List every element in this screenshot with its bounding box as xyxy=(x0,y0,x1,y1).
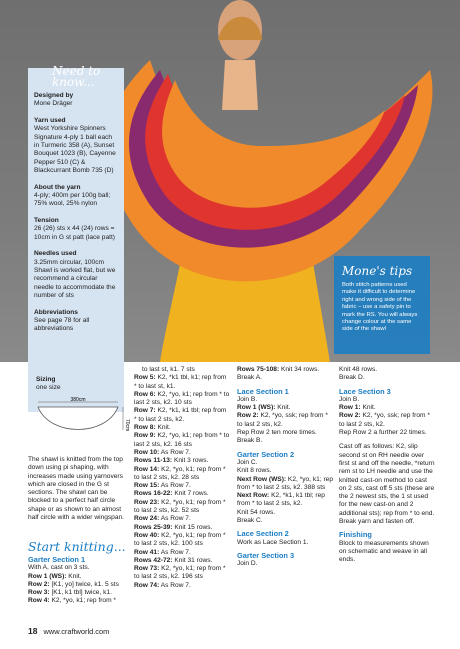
col4-line-3: Join B. xyxy=(339,395,360,403)
col1-line-4: Row 3: [K1, k1 tbl] twice, k1. xyxy=(28,589,112,597)
needles-heading: Needles used xyxy=(34,250,77,258)
about-block xyxy=(34,184,118,209)
designed-by-value: Mone Dräger xyxy=(34,100,73,108)
need-to-know-title: Need to know... xyxy=(52,64,101,89)
col2-line-15: Row 40: K2, *yo, k1; rep from * to last 2 sts, k2. 100 sts xyxy=(134,531,226,548)
col1-line-3: Row 2: [K1, yo] twice, k1. 5 sts xyxy=(28,580,119,588)
about-yarn-value: 4-ply; 400m per 100g ball; 75% wool, 25% nylon xyxy=(34,192,111,208)
col2-line-8: Rows 11-13: Knit 3 rows. xyxy=(134,457,209,465)
col4-line-5: Row 2: K2, *yo, ssk; rep from * to last 2 sts, k2. xyxy=(339,412,430,428)
col1-line-2: Row 1 (WS): Knit. xyxy=(28,572,82,580)
mones-tips-box xyxy=(334,256,430,354)
finishing-heading: Finishing xyxy=(339,530,372,540)
col2-line-11: Rows 16-22: Knit 7 rows. xyxy=(134,490,209,498)
col3-line-6: Rep Row 2 ten more times. xyxy=(237,429,317,437)
col2-line-9: Row 14: K2, *yo, k1; rep from * to last 2 sts, k2. 28 sts xyxy=(134,465,226,481)
sizing-block xyxy=(36,376,130,452)
needles-block xyxy=(34,250,118,300)
col2-line-12: Row 23: K2, *yo, k1; rep from * to last 2 sts, k2. 52 sts xyxy=(134,498,226,515)
col3-line-9: Knit 8 rows. xyxy=(237,467,272,475)
designer-block xyxy=(34,92,118,109)
schematic-depth-label: 70cm xyxy=(124,418,130,432)
mones-tips-body: Both stitch patterns used make it difficult to determine right and wrong side of the fabric – use a safety pin to mark the RS. You will always change colour at the same side of the shawl xyxy=(342,282,418,333)
col3-line-14: Work as Lace Section 1. xyxy=(237,538,309,546)
col3-line-4: Row 1 (WS): Knit. xyxy=(237,404,291,412)
col3-line-3: Join B. xyxy=(237,395,258,403)
garter-section-2-heading: Garter Section 2 xyxy=(237,449,295,459)
col3-line-5: Row 2: K2, *yo, ssk; rep from * to last 2 sts, k2. xyxy=(237,412,328,428)
sizing-value: one size xyxy=(36,384,61,392)
pattern-column-2 xyxy=(134,366,230,590)
col1-line-5: Row 4: K2, *yo, k1; rep from * xyxy=(28,597,116,605)
tension-value: 26 (26) sts x 44 (24) rows = 10cm in G st patt (lace patt) xyxy=(34,225,115,241)
mones-tips-title: Mone's tips xyxy=(342,264,413,278)
col2-line-7: Row 10: As Row 7. xyxy=(134,448,191,456)
intro-text: The shawl is knitted from the top down using pi shaping, with increases made using yarnovers which are closed in the G st sections. The shawl can be blocked to a perfect half circle shape or as shown to an almost half circle with a wider wingspan. xyxy=(28,456,125,522)
garter-section-3-heading: Garter Section 3 xyxy=(237,550,295,560)
about-yarn-heading: About the yarn xyxy=(34,183,81,191)
col2-line-19: Row 74: As Row 7. xyxy=(134,581,191,589)
col3-line-11: Next Row: K2, *k1, k1 tbl; rep from * to last 2 sts, k2. xyxy=(237,492,325,508)
footer-url[interactable]: www.craftworld.com xyxy=(43,627,110,636)
yarn-used-value: West Yorkshire Spinners Signature 4-ply 1 ball each in Turmeric 358 (A), Sunset Bouquet 1023 (B), Cayenne Pepper 510 (C) & Blackcurrant Bomb 735 (D) xyxy=(34,125,116,175)
col2-line-6: Row 9: K2, *yo, k1; rep from * to last 2 sts, k2. 16 sts xyxy=(134,432,230,448)
schematic-width-label: 380cm xyxy=(70,396,86,403)
col3-line-15: Join D. xyxy=(237,560,258,568)
col3-line-2: Break A. xyxy=(237,374,262,382)
col2-line-2: Row 5: K2, *k1 tbl, k1; rep from * to last st, k1. xyxy=(134,374,227,390)
page-footer xyxy=(28,626,109,636)
col2-line-10: Row 15: As Row 7. xyxy=(134,482,191,490)
shawl-schematic xyxy=(36,397,128,447)
col4-finishing: Block to measurements shown on schematic and weave in all ends. xyxy=(339,539,429,564)
lace-section-2-heading: Lace Section 2 xyxy=(237,529,289,539)
col4-line-4: Row 1: Knit. xyxy=(339,404,376,412)
page-number: 18 xyxy=(28,626,38,636)
col2-line-3: Row 6: K2, *yo, k1; rep from * to last 2 sts, k2. 10 sts xyxy=(134,390,230,407)
lace-section-1-heading: Lace Section 1 xyxy=(237,386,289,396)
col2-line-4: Row 7: K2, *k1, k1 tbl; rep from * to last 2 sts, k2. xyxy=(134,407,227,423)
col2-line-18: Row 73: K2, *yo, k1; rep from * to last 2 sts, k2. 196 sts xyxy=(134,565,226,581)
start-knitting-heading: Start knitting... xyxy=(28,539,126,554)
abbrev-block xyxy=(34,309,118,334)
yarn-used-heading: Yarn used xyxy=(34,116,66,124)
needles-value: 3.25mm circular, 100cm Shawl is worked flat, but we recommend a circular needle to accommodate the number of sts xyxy=(34,258,116,300)
col2-line-5: Row 8: Knit. xyxy=(134,424,171,432)
pattern-column-1 xyxy=(28,556,128,606)
col4-cast-off: Cast off as follows: K2, slip second st on RH needle over first st and off the needle, *return rem st to LH needle and use the knitted cast-on method to cast on 2 sts, cast off 5 sts (these are the 2 newest sts, the 1 st used for the new cast-on and 2 additional sts); rep from * to end. Break yarn and fasten off. xyxy=(339,443,435,526)
tension-heading: Tension xyxy=(34,216,59,224)
col2-line-13: Row 24: As Row 7. xyxy=(134,515,191,523)
garter-section-1-heading: Garter Section 1 xyxy=(28,555,86,564)
col3-line-8: Join C. xyxy=(237,458,258,466)
col4-line-1: Knit 48 rows. xyxy=(339,366,378,373)
designed-by-heading: Designed by xyxy=(34,92,74,99)
col3-line-13: Break C. xyxy=(237,517,263,525)
col2-line-17: Rows 42-72: Knit 31 rows. xyxy=(134,556,213,564)
need-to-know-sidebar xyxy=(28,68,124,412)
tension-block xyxy=(34,217,118,242)
col2-line-16: Row 41: As Row 7. xyxy=(134,548,191,556)
col4-line-6: Rep Row 2 a further 22 times. xyxy=(339,429,427,437)
col2-line-1: to last st, k1. 7 sts xyxy=(142,366,195,373)
col3-line-7: Break B. xyxy=(237,437,263,445)
lace-section-3-heading: Lace Section 3 xyxy=(339,386,391,396)
sizing-heading: Sizing xyxy=(36,376,56,383)
abbrev-heading: Abbreviations xyxy=(34,308,78,316)
col3-line-12: Knit 54 rows. xyxy=(237,508,276,516)
col1-line-1: With A, cast on 3 sts. xyxy=(28,564,90,572)
col3-line-1: Rows 75-108: Knit 34 rows. xyxy=(237,366,320,373)
abbrev-value: See page 78 for all abbreviations xyxy=(34,316,90,333)
col3-line-10: Next Row (WS): K2, *yo, k1; rep from * to last 2 sts, k2. 388 sts xyxy=(237,475,334,491)
pattern-column-4 xyxy=(339,366,435,565)
col4-line-2: Break D. xyxy=(339,374,365,382)
col2-line-14: Rows 25-39: Knit 15 rows. xyxy=(134,523,213,531)
yarn-block xyxy=(34,117,118,176)
pattern-column-3 xyxy=(237,366,333,569)
